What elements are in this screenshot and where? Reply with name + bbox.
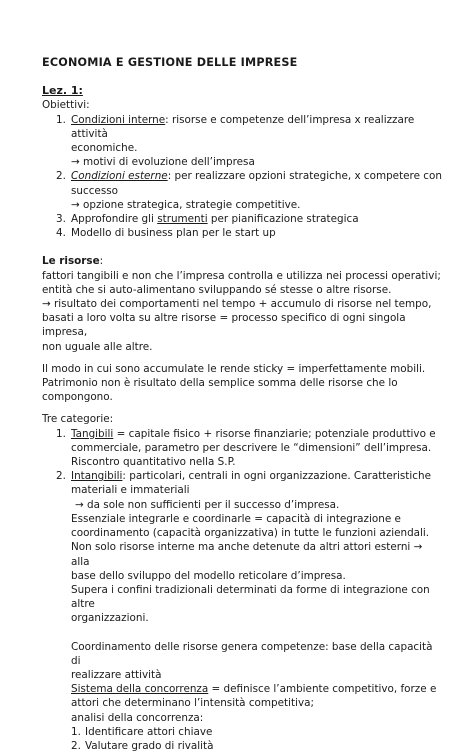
document-page (42, 56, 442, 753)
objective-continuation: economiche. (71, 142, 138, 155)
objective-prefix: Approfondire gli (71, 213, 158, 226)
objective-item-1 (42, 113, 442, 170)
coordination-block (42, 640, 442, 725)
analysis-text: Identificare attori chiave (85, 725, 213, 738)
objective-item-4 (42, 226, 442, 240)
categories-list (42, 427, 442, 626)
resources-paragraph (42, 254, 442, 353)
analysis-item-2 (42, 739, 442, 753)
competition-line: attori che determinano l’intensità competitiva; (71, 697, 314, 710)
list-number: 1. (56, 427, 66, 440)
category-line: Essenziale integrarle e coordinarle = capacità di integrazione e (71, 512, 401, 525)
category-tangibili (42, 427, 442, 470)
objective-text: Modello di business plan per le start up (71, 227, 276, 240)
category-line: coordinamento (capacità organizzativa) in tutte le funzioni aziendali. (71, 527, 430, 540)
objective-text: per pianificazione strategica (207, 213, 359, 226)
resources-line: basati a loro volta su altre risorse = processo specifico di ogni singola impresa, (42, 312, 406, 339)
coordination-line: Coordinamento delle risorse genera competenze: base della capacità di (71, 640, 433, 667)
list-number: 2. (71, 739, 81, 752)
objective-continuation: successo (71, 184, 119, 197)
category-arrow-note: → da sole non sufficienti per il successo d’impresa. (75, 498, 340, 511)
competition-heading: Sistema della concorrenza (71, 683, 209, 696)
lesson-heading: Lez. 1: (42, 84, 83, 98)
analysis-text: Valutare grado di rivalità (85, 739, 214, 752)
category-line: base dello sviluppo del modello reticolare d’impresa. (71, 569, 346, 582)
objective-head: Condizioni esterne (71, 170, 168, 183)
analysis-list (42, 725, 442, 753)
resources-line: non uguale alle altre. (42, 340, 153, 353)
category-line: materiali e immateriali (71, 484, 190, 497)
objective-text: : risorse e competenze dell’impresa x realizzare attività (71, 113, 415, 140)
category-line: commerciale, parametro per descrivere le “dimensioni” dell’impresa. (71, 441, 432, 454)
analysis-item-1 (42, 725, 442, 739)
list-number: 1. (71, 725, 81, 738)
category-text: = capitale fisico + risorse finanziarie; potenziale produttivo e (113, 427, 436, 440)
objectives-label: Obiettivi: (42, 99, 90, 112)
sticky-line: Patrimonio non è risultato della semplice somma delle risorse che lo (42, 377, 398, 390)
list-number: 2. (56, 470, 66, 483)
category-head: Intangibili (71, 470, 123, 483)
objective-item-2 (42, 169, 442, 212)
category-head: Tangibili (71, 427, 114, 440)
category-line: Riscontro quantitativo nella S.P. (71, 456, 236, 469)
sticky-line: compongono. (42, 391, 113, 404)
objectives-list (42, 113, 442, 241)
objective-arrow-note: → motivi di evoluzione dell’impresa (71, 156, 255, 169)
objective-head: strumenti (157, 213, 208, 226)
category-intangibili (42, 469, 442, 625)
list-number: 4. (56, 227, 66, 240)
list-number: 1. (56, 113, 66, 126)
resources-heading-colon: : (99, 255, 104, 268)
list-number: 2. (56, 170, 66, 183)
objective-text: : per realizzare opzioni strategiche, x competere con (167, 170, 442, 183)
objective-arrow-note: → opzione strategica, strategie competitive. (71, 198, 301, 211)
categories-label: Tre categorie: (42, 413, 114, 426)
list-number: 3. (56, 213, 66, 226)
competition-text: = definisce l’ambiente competitivo, forze e (208, 683, 437, 696)
category-line: Non solo risorse interne ma anche detenute da altri attori esterni → alla (71, 541, 423, 568)
document-title: ECONOMIA E GESTIONE DELLE IMPRESE (42, 56, 298, 69)
resources-line: fattori tangibili e non che l’impresa controlla e utilizza nei processi operativi; (42, 269, 441, 282)
sticky-paragraph (42, 362, 442, 405)
resources-line: → risultato dei comportamenti nel tempo + accumulo di risorse nel tempo, (42, 298, 432, 311)
sticky-line: Il modo in cui sono accumulate le rende sticky = imperfettamente mobili. (42, 362, 426, 375)
resources-heading: Le risorse (42, 255, 100, 268)
competition-line: analisi della concorrenza: (71, 711, 204, 724)
objective-item-3 (42, 212, 442, 226)
category-line: organizzazioni. (71, 612, 149, 625)
category-text: : particolari, centrali in ogni organizzazione. Caratteristiche (122, 470, 431, 483)
coordination-line: realizzare attività (71, 668, 162, 681)
category-line: Supera i confini tradizionali determinati da forme di integrazione con altre (71, 583, 430, 611)
resources-line: entità che si auto-alimentano sviluppando sé stesse o altre risorse. (42, 283, 392, 296)
objective-head: Condizioni interne (71, 113, 166, 126)
